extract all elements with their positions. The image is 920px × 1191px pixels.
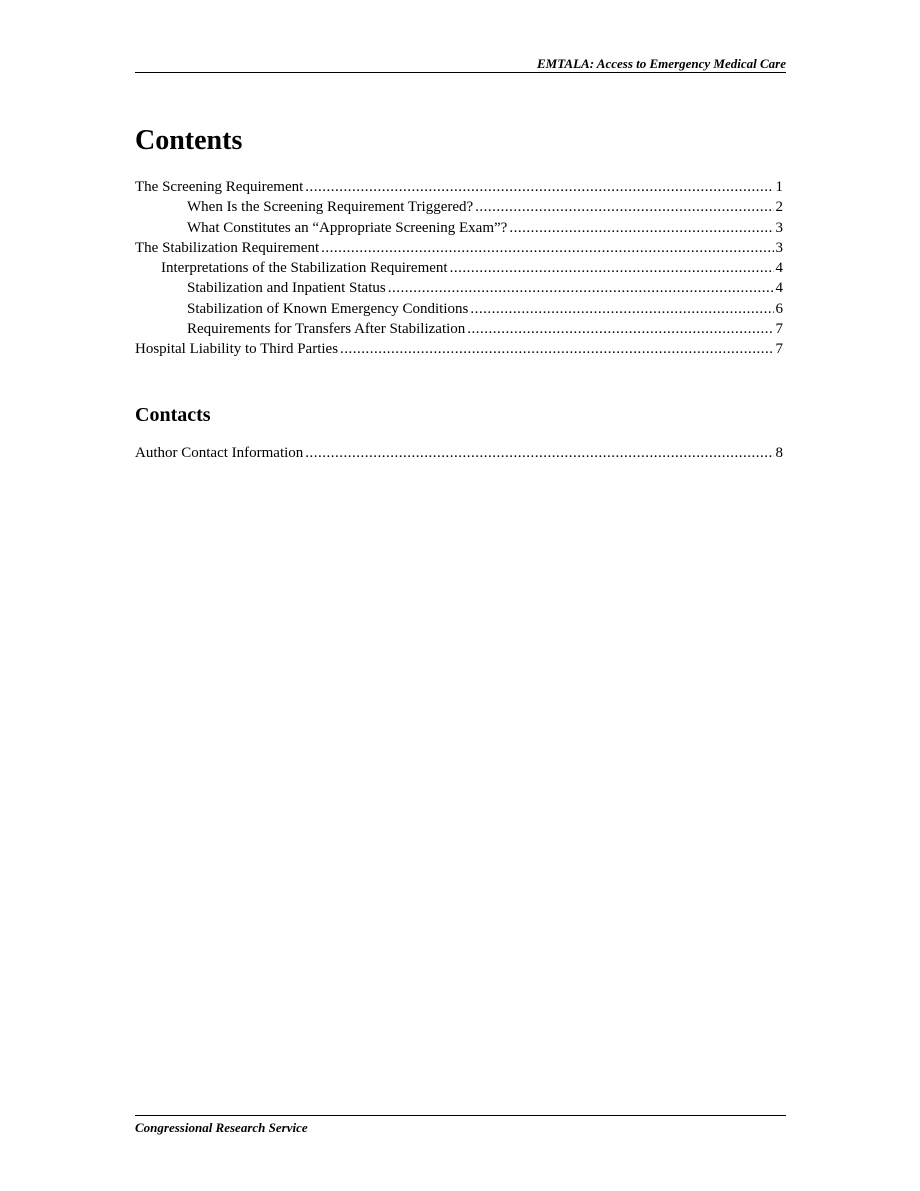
toc-entry-interpretations-stabilization[interactable] (135, 258, 783, 278)
toc-entry-stabilization-inpatient-status[interactable] (135, 278, 783, 298)
toc-entry-title: Interpretations of the Stabilization Requirement (161, 260, 448, 277)
dot-leader (509, 218, 773, 238)
toc-entry-page: 3 (775, 219, 783, 236)
contents-heading: Contents (135, 125, 243, 156)
dot-leader (470, 299, 773, 319)
toc-entry-screening-triggered[interactable] (135, 197, 783, 217)
dot-leader (305, 443, 773, 463)
toc-entry-title: The Stabilization Requirement (135, 239, 320, 256)
dot-leader (340, 339, 773, 359)
page-header (135, 56, 786, 73)
dot-leader (388, 278, 774, 298)
dot-leader (450, 258, 774, 278)
footer-text: Congressional Research Service (135, 1120, 308, 1135)
toc-entry-appropriate-screening-exam[interactable] (135, 218, 783, 238)
contacts-heading: Contacts (135, 404, 211, 426)
dot-leader (305, 177, 773, 197)
toc-entry-page: 2 (775, 199, 783, 216)
toc-entry-page: 7 (775, 321, 783, 338)
toc-entry-title: Author Contact Information (135, 445, 304, 461)
toc-entry-page: 3 (775, 239, 783, 256)
toc-entry-stabilization-known-conditions[interactable] (135, 299, 783, 319)
toc-entry-screening-requirement[interactable] (135, 177, 783, 197)
toc-entry-title: When Is the Screening Requirement Triggered? (187, 199, 474, 216)
toc-entry-title: The Screening Requirement (135, 179, 304, 195)
page-footer (135, 1115, 786, 1135)
running-header-title: EMTALA: Access to Emergency Medical Care (536, 56, 786, 71)
toc-entry-author-contact[interactable] (135, 443, 783, 463)
toc-entry-page: 6 (775, 300, 783, 317)
toc-entry-title: What Constitutes an “Appropriate Screening Exam”? (187, 219, 508, 236)
toc-entry-title: Requirements for Transfers After Stabilization (187, 321, 466, 338)
toc-entry-stabilization-requirement[interactable] (135, 238, 783, 258)
toc-entry-page: 4 (775, 280, 783, 297)
dot-leader (475, 197, 773, 217)
toc-entry-page: 1 (775, 179, 783, 195)
dot-leader (321, 238, 773, 258)
table-of-contents (135, 177, 783, 360)
toc-entry-page: 4 (775, 260, 783, 277)
toc-entry-title: Stabilization of Known Emergency Conditions (187, 300, 469, 317)
toc-entry-page: 7 (775, 341, 783, 358)
toc-entry-transfers-after-stabilization[interactable] (135, 319, 783, 339)
contacts-list (135, 443, 783, 463)
toc-entry-page: 8 (775, 445, 783, 461)
toc-entry-title: Stabilization and Inpatient Status (187, 280, 386, 297)
toc-entry-title: Hospital Liability to Third Parties (135, 341, 339, 358)
dot-leader (467, 319, 773, 339)
toc-entry-hospital-liability[interactable] (135, 339, 783, 359)
